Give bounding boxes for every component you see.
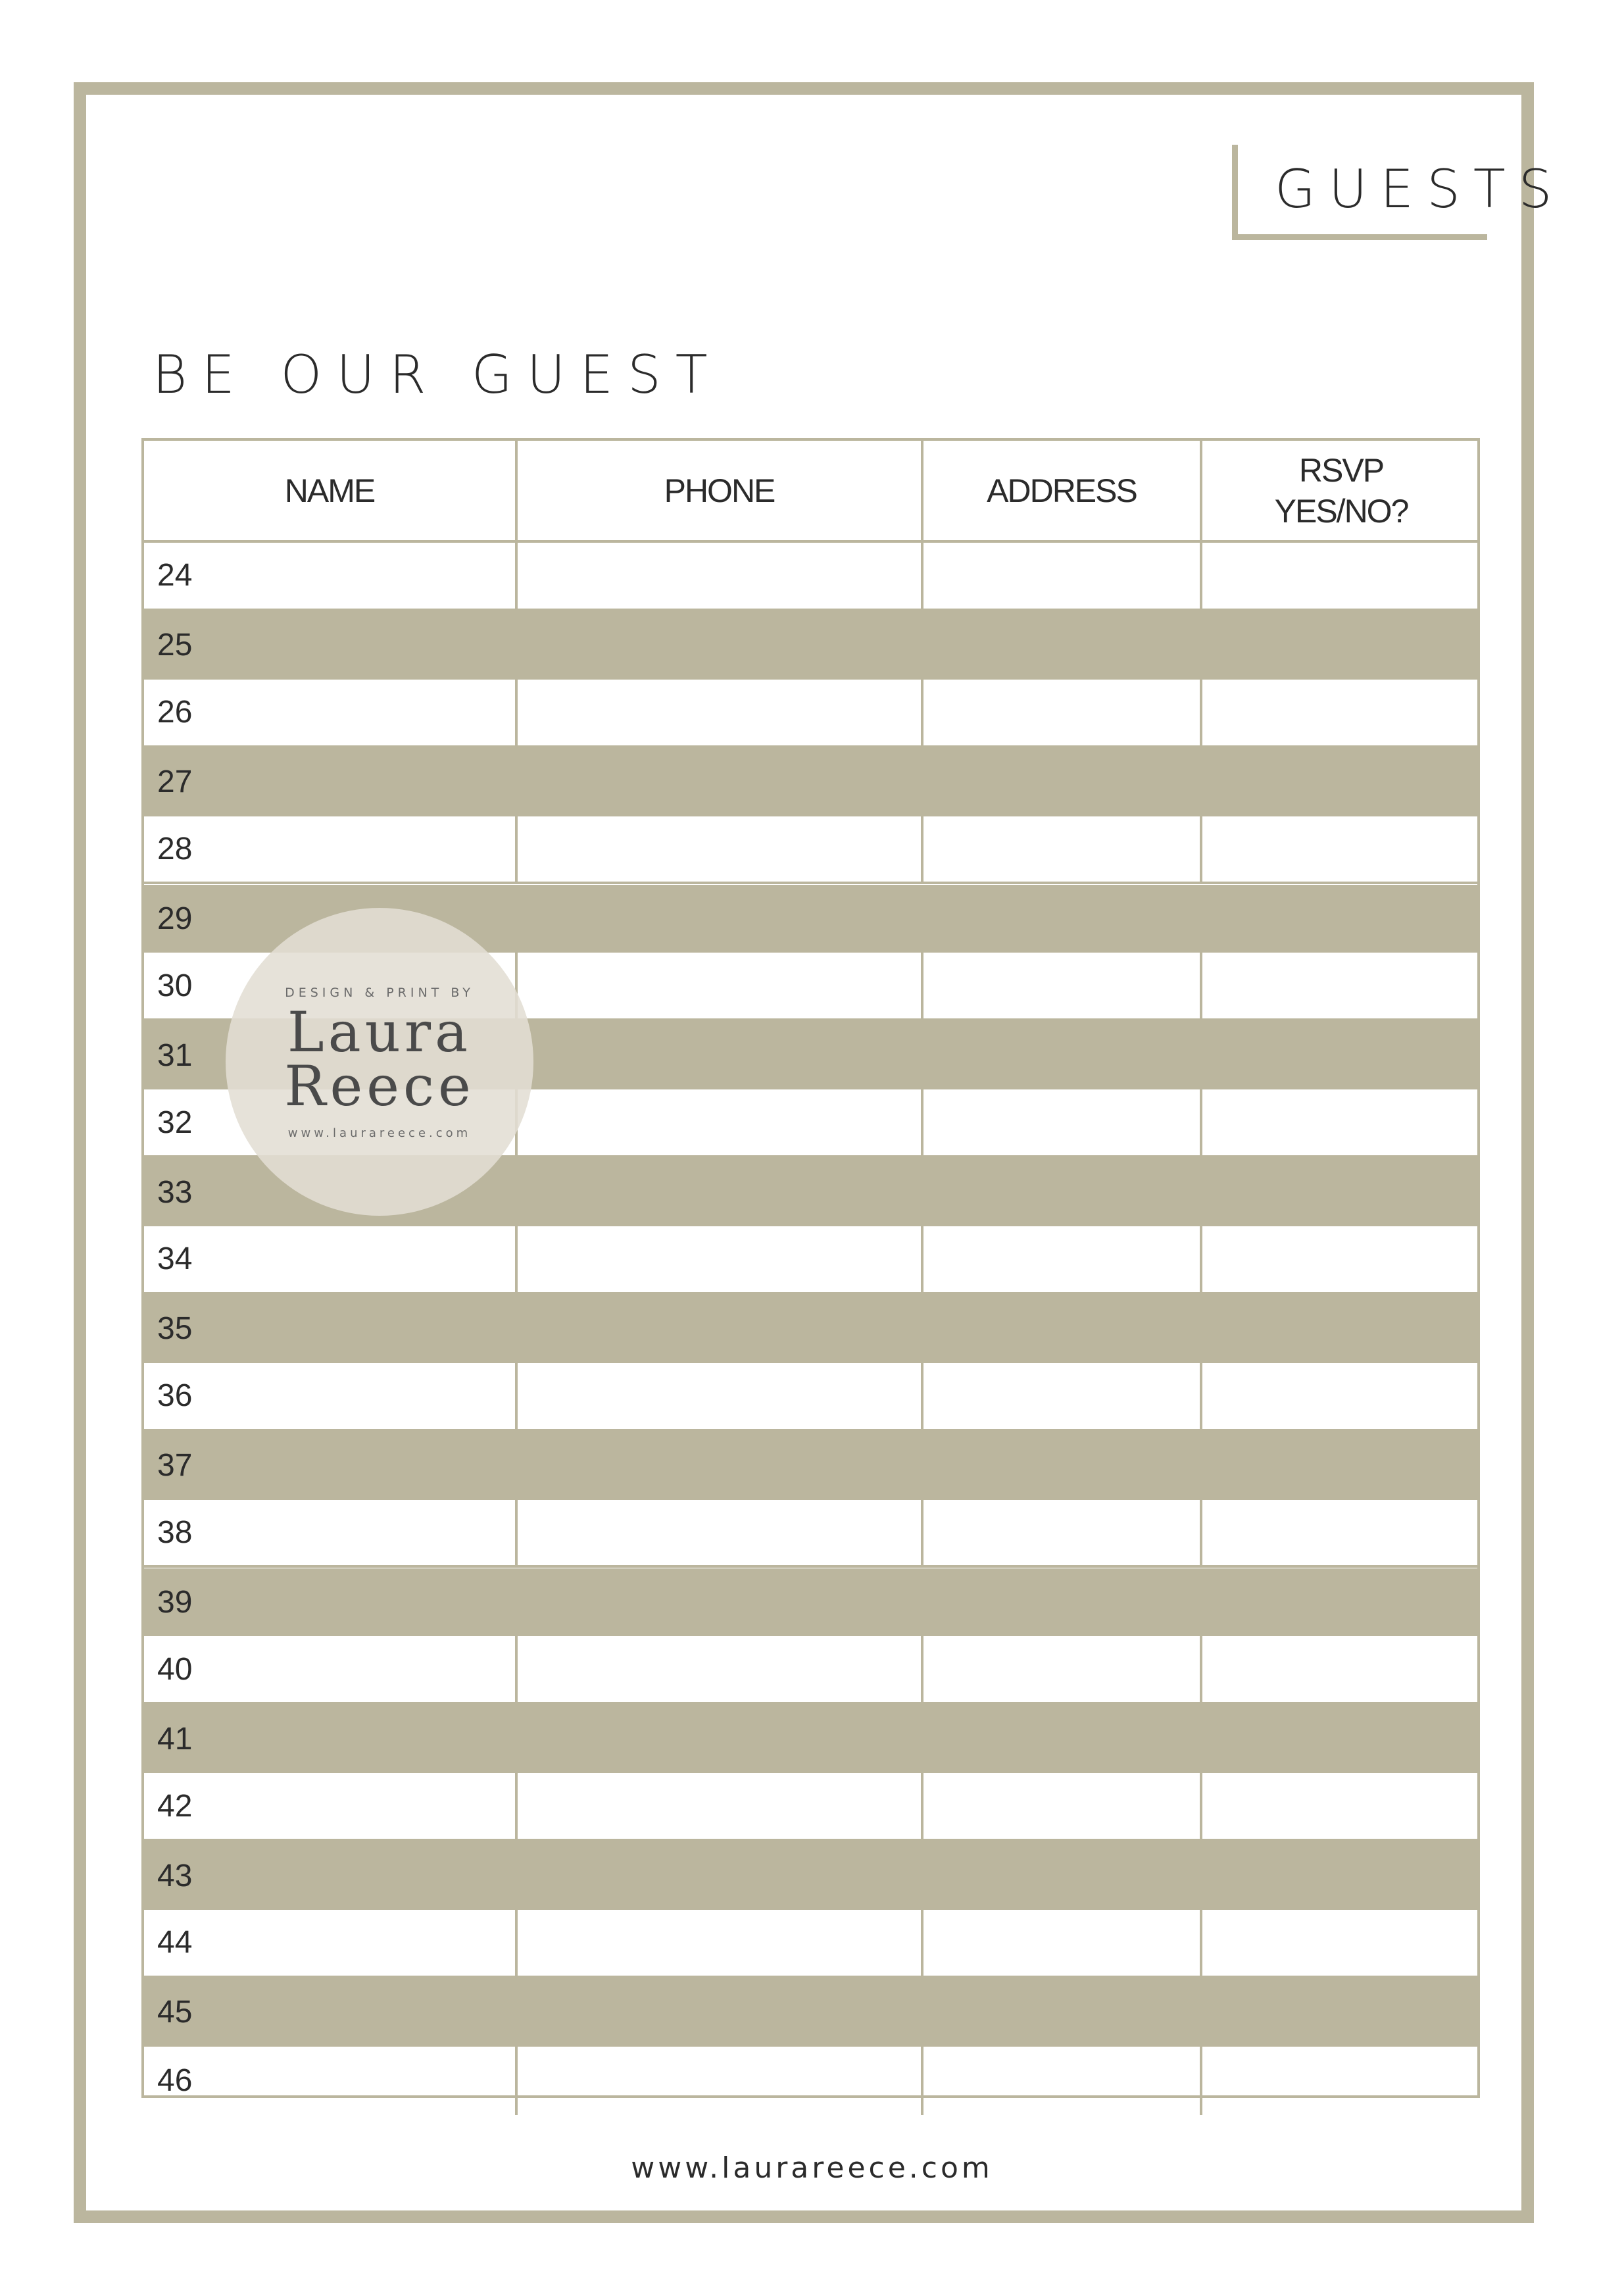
table-row	[144, 1705, 1477, 1773]
phone-cell[interactable]	[515, 1432, 921, 1500]
table-row	[144, 680, 1477, 748]
name-cell[interactable]	[144, 680, 515, 745]
rsvp-cell[interactable]	[1200, 1773, 1480, 1839]
row-number: 28	[157, 832, 193, 867]
footer-url: www.laurareece.com	[631, 2151, 993, 2185]
rsvp-cell[interactable]	[1200, 1295, 1480, 1363]
rsvp-cell[interactable]	[1200, 1432, 1480, 1500]
name-cell[interactable]	[144, 1910, 515, 1976]
name-cell[interactable]	[144, 1773, 515, 1839]
table-row	[144, 2047, 1477, 2115]
table-row	[144, 1500, 1477, 1568]
row-number: 25	[157, 628, 193, 663]
name-cell[interactable]	[144, 1432, 515, 1500]
row-number: 45	[157, 1995, 193, 2030]
row-number: 34	[157, 1241, 193, 1277]
name-cell[interactable]	[144, 543, 515, 609]
row-number: 33	[157, 1174, 193, 1210]
address-cell[interactable]	[921, 1363, 1200, 1429]
address-cell[interactable]	[921, 680, 1200, 745]
phone-cell[interactable]	[515, 1500, 921, 1566]
name-cell[interactable]	[144, 1226, 515, 1292]
name-cell[interactable]	[144, 748, 515, 816]
address-cell[interactable]	[921, 816, 1200, 882]
row-number: 36	[157, 1378, 193, 1414]
name-cell[interactable]	[144, 1568, 515, 1637]
table-row	[144, 611, 1477, 680]
phone-cell[interactable]	[515, 1295, 921, 1363]
column-header-address: ADDRESS	[921, 441, 1200, 540]
address-cell[interactable]	[921, 1500, 1200, 1566]
name-cell[interactable]	[144, 1295, 515, 1363]
name-cell[interactable]	[144, 1841, 515, 1910]
table-row	[144, 1295, 1477, 1363]
table-row	[144, 1226, 1477, 1295]
address-cell[interactable]	[921, 1226, 1200, 1292]
name-cell[interactable]	[144, 1363, 515, 1429]
phone-cell[interactable]	[515, 1636, 921, 1702]
column-header-phone: PHONE	[515, 441, 921, 540]
rsvp-cell[interactable]	[1200, 816, 1480, 882]
phone-cell[interactable]	[515, 1158, 921, 1226]
name-cell[interactable]	[144, 816, 515, 882]
rsvp-cell[interactable]	[1200, 885, 1480, 953]
phone-cell[interactable]	[515, 1910, 921, 1976]
phone-cell[interactable]	[515, 1705, 921, 1773]
row-number: 41	[157, 1721, 193, 1757]
phone-cell[interactable]	[515, 1021, 921, 1089]
name-cell[interactable]	[144, 1705, 515, 1773]
row-number: 44	[157, 1925, 193, 1960]
row-number: 32	[157, 1105, 193, 1140]
phone-cell[interactable]	[515, 1978, 921, 2047]
row-number: 46	[157, 2063, 193, 2099]
phone-cell[interactable]	[515, 611, 921, 680]
rsvp-cell[interactable]	[1200, 1021, 1480, 1089]
address-cell[interactable]	[921, 1705, 1200, 1773]
name-cell[interactable]	[144, 1500, 515, 1566]
rsvp-cell[interactable]	[1200, 611, 1480, 680]
row-number: 38	[157, 1515, 193, 1551]
rsvp-cell[interactable]	[1200, 1568, 1480, 1637]
phone-cell[interactable]	[515, 1226, 921, 1292]
column-header-rsvp: RSVP YES/NO?	[1200, 441, 1480, 540]
address-cell[interactable]	[921, 543, 1200, 609]
row-number: 42	[157, 1788, 193, 1824]
address-cell[interactable]	[921, 885, 1200, 953]
phone-cell[interactable]	[515, 1089, 921, 1155]
rsvp-cell[interactable]	[1200, 1705, 1480, 1773]
row-number: 39	[157, 1584, 193, 1620]
table-row	[144, 1432, 1477, 1500]
table-row	[144, 1910, 1477, 1978]
address-cell[interactable]	[921, 2047, 1200, 2115]
rsvp-cell[interactable]	[1200, 1841, 1480, 1910]
watermark-tagline: DESIGN & PRINT BY	[285, 986, 474, 1000]
rsvp-cell[interactable]	[1200, 1978, 1480, 2047]
address-cell[interactable]	[921, 1773, 1200, 1839]
address-cell[interactable]	[921, 611, 1200, 680]
phone-cell[interactable]	[515, 1841, 921, 1910]
phone-cell[interactable]	[515, 885, 921, 953]
phone-cell[interactable]	[515, 1363, 921, 1429]
phone-cell[interactable]	[515, 2047, 921, 2115]
address-cell[interactable]	[921, 1295, 1200, 1363]
guest-table	[141, 438, 1480, 2098]
row-number: 27	[157, 764, 193, 800]
table-row	[144, 1636, 1477, 1705]
phone-cell[interactable]	[515, 816, 921, 882]
table-row	[144, 748, 1477, 816]
corner-title: GUESTS	[1275, 159, 1565, 220]
address-cell[interactable]	[921, 1636, 1200, 1702]
page-title: BE OUR GUEST	[153, 344, 722, 405]
rsvp-cell[interactable]	[1200, 543, 1480, 609]
phone-cell[interactable]	[515, 1773, 921, 1839]
rsvp-cell[interactable]	[1200, 1226, 1480, 1292]
column-header-name: NAME	[284, 472, 375, 509]
address-cell[interactable]	[921, 1432, 1200, 1500]
rsvp-cell[interactable]	[1200, 1089, 1480, 1155]
table-row	[144, 816, 1477, 885]
row-number: 29	[157, 901, 193, 936]
table-row	[144, 543, 1477, 611]
row-number: 43	[157, 1858, 193, 1893]
table-row	[144, 1363, 1477, 1432]
phone-cell[interactable]	[515, 748, 921, 816]
address-cell[interactable]	[921, 1910, 1200, 1976]
name-cell[interactable]	[144, 1636, 515, 1702]
row-number: 26	[157, 695, 193, 730]
row-number: 37	[157, 1448, 193, 1484]
phone-cell[interactable]	[515, 953, 921, 1018]
address-cell[interactable]	[921, 1841, 1200, 1910]
name-cell[interactable]	[144, 2047, 515, 2115]
row-number: 31	[157, 1037, 193, 1073]
address-cell[interactable]	[921, 1568, 1200, 1637]
rsvp-cell[interactable]	[1200, 1158, 1480, 1226]
phone-cell[interactable]	[515, 680, 921, 745]
name-cell[interactable]	[144, 1978, 515, 2047]
address-cell[interactable]	[921, 748, 1200, 816]
table-row	[144, 1773, 1477, 1841]
rsvp-cell[interactable]	[1200, 1363, 1480, 1429]
address-cell[interactable]	[921, 1089, 1200, 1155]
rsvp-cell[interactable]	[1200, 1636, 1480, 1702]
address-cell[interactable]	[921, 1978, 1200, 2047]
address-cell[interactable]	[921, 1021, 1200, 1089]
rsvp-cell[interactable]	[1200, 2047, 1480, 2115]
table-row	[144, 1978, 1477, 2047]
address-cell[interactable]	[921, 953, 1200, 1018]
row-number: 35	[157, 1311, 193, 1347]
rsvp-cell[interactable]	[1200, 1910, 1480, 1976]
phone-cell[interactable]	[515, 543, 921, 609]
name-cell[interactable]	[144, 611, 515, 680]
rsvp-cell[interactable]	[1200, 748, 1480, 816]
watermark-badge	[226, 908, 533, 1216]
table-row	[144, 1568, 1477, 1637]
address-cell[interactable]	[921, 1158, 1200, 1226]
row-number: 30	[157, 968, 193, 1003]
rsvp-cell[interactable]	[1200, 1500, 1480, 1566]
rsvp-cell[interactable]	[1200, 953, 1480, 1018]
watermark-name: Laura Reece	[284, 1000, 475, 1118]
rsvp-cell[interactable]	[1200, 680, 1480, 745]
table-row	[144, 1841, 1477, 1910]
watermark-url: www.laurareece.com	[287, 1126, 472, 1140]
row-number: 40	[157, 1651, 193, 1687]
phone-cell[interactable]	[515, 1568, 921, 1637]
row-number: 24	[157, 558, 193, 593]
table-header	[144, 441, 1477, 543]
